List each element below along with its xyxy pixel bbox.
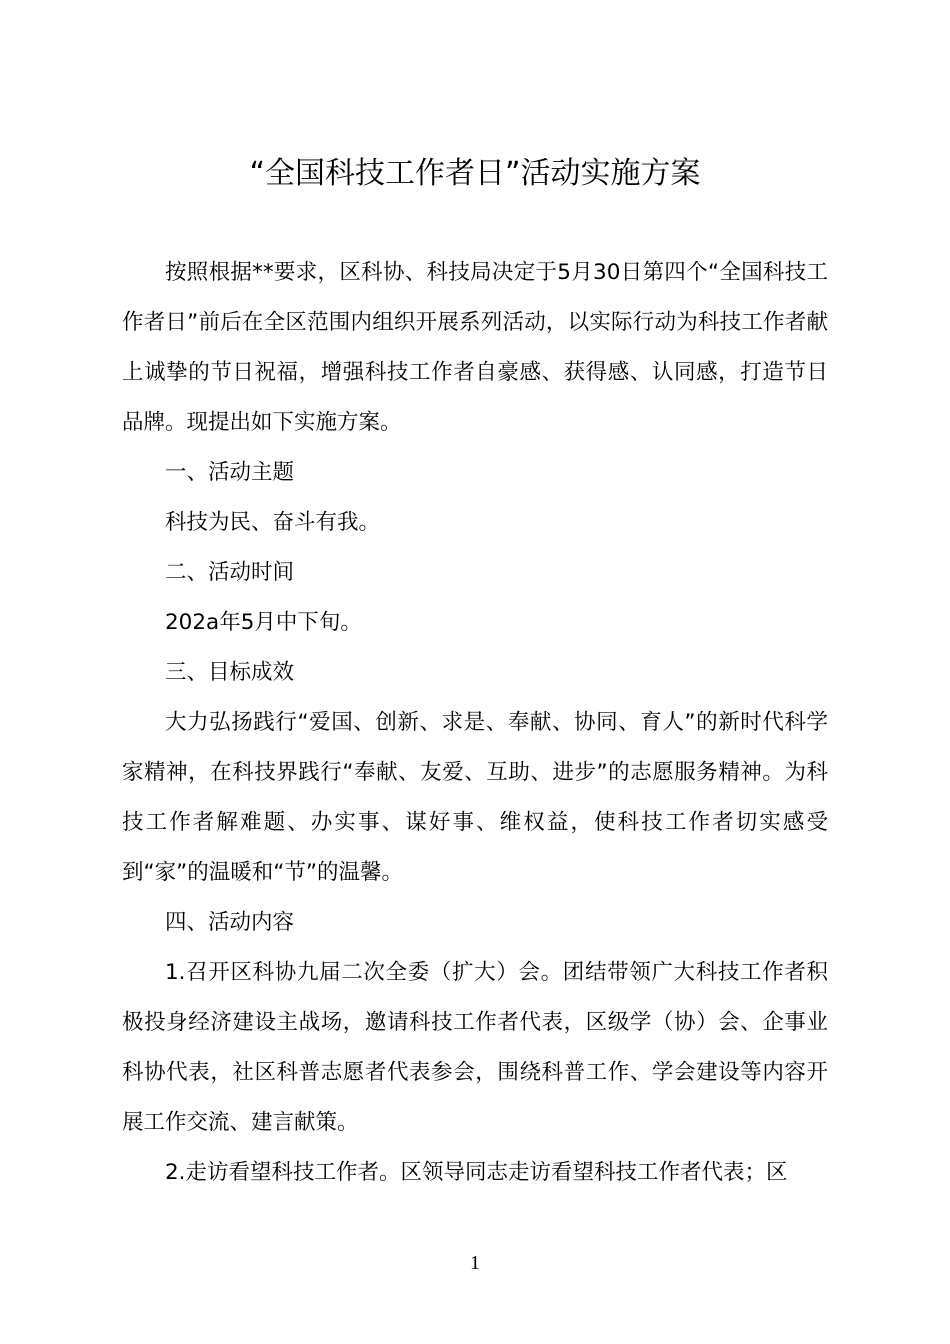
paragraph-goals: 大力弘扬践行“爱国、创新、求是、奉献、协同、育人”的新时代科学家精神，在科技界践行“奉献、友爱、互助、进步”的志愿服务精神。为科技工作者解难题、办实事、谋好事、维权益，使科技工作者切实感受到“家”的温暖和“节”的温馨。 — [122, 710, 828, 885]
paragraph-content-item-1: 1.召开区科协九届二次全委（扩大）会。团结带领广大科技工作者积极投身经济建设主战场，邀请科技工作者代表，区级学（协）会、企事业科协代表，社区科普志愿者代表参会，围绕科普工作、学会建设等内容开展工作交流、建言献策。 — [122, 960, 828, 1135]
paragraph-theme: 科技为民、奋斗有我。 — [165, 510, 381, 535]
paragraph-intro: 按照根据**要求，区科协、科技局决定于5月30日第四个“全国科技工作者日”前后在全区范围内组织开展系列活动，以实际行动为科技工作者献上诚挚的节日祝福，增强科技工作者自豪感、获得感、认同感，打造节日品牌。现提出如下实施方案。 — [122, 260, 828, 435]
section-heading-time: 二、活动时间 — [165, 560, 295, 585]
section-heading-content: 四、活动内容 — [165, 910, 295, 935]
document-title: “全国科技工作者日”活动实施方案 — [249, 156, 701, 191]
paragraph-time: 202a年5月中下旬。 — [165, 610, 362, 635]
paragraph-content-item-2: 2.走访看望科技工作者。区领导同志走访看望科技工作者代表；区 — [165, 1160, 788, 1185]
section-heading-goals: 三、目标成效 — [165, 660, 295, 685]
section-heading-theme: 一、活动主题 — [165, 460, 295, 485]
page-number: 1 — [470, 1252, 480, 1274]
document-body — [122, 248, 828, 1198]
